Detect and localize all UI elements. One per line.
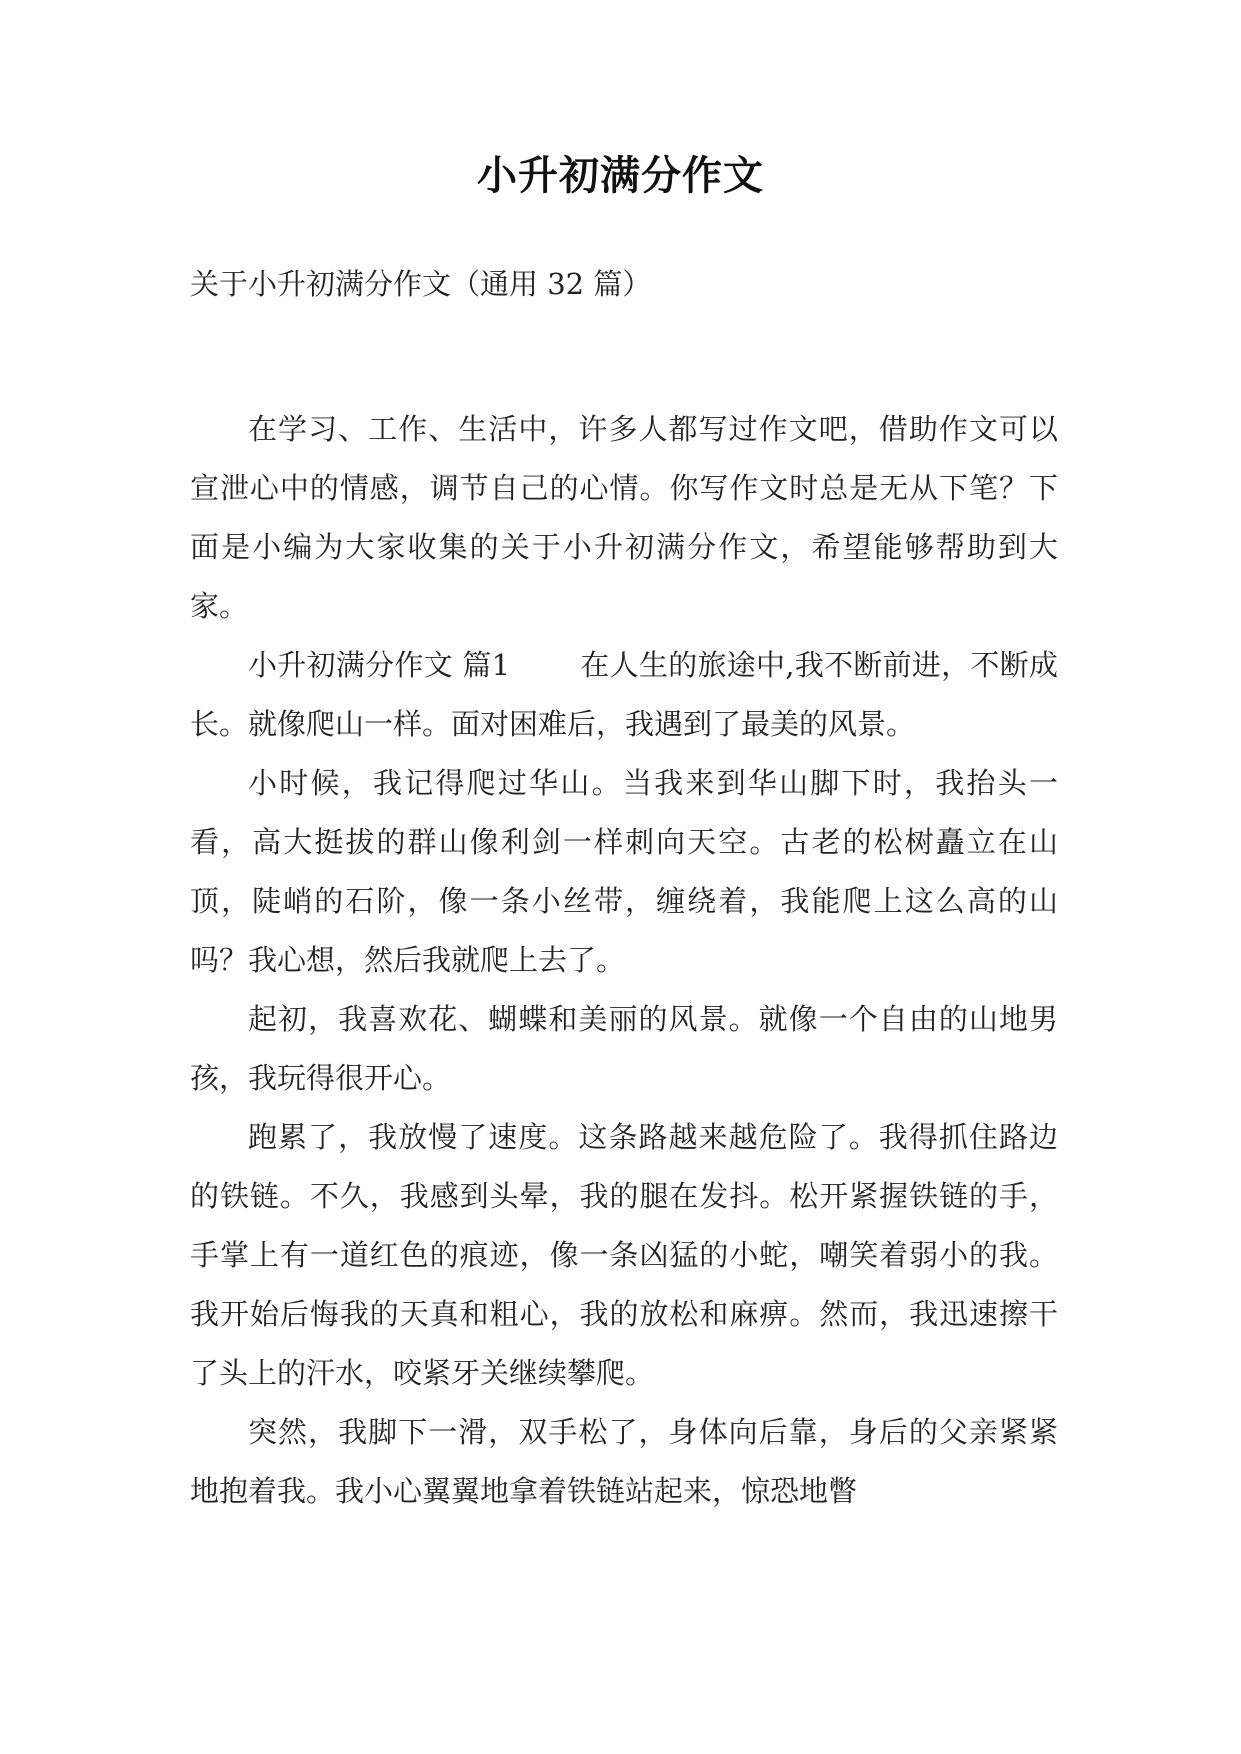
- section-1-heading: 小升初满分作文 篇1: [248, 648, 511, 682]
- section-1-text: 在人生的旅途中,我不断前进，不断成长。就像爬山一样。面对困难后，我遇到了最美的风景。: [190, 648, 1058, 741]
- body-paragraph: 突然，我脚下一滑，双手松了，身体向后靠，身后的父亲紧紧地抱着我。我小心翼翼地拿着铁链站起来，惊恐地瞥: [190, 1415, 1058, 1508]
- intro-paragraph: 在学习、工作、生活中，许多人都写过作文吧，借助作文可以宣泄心中的情感，调节自己的心情。你写作文时总是无从下笔？下面是小编为大家收集的关于小升初满分作文，希望能够帮助到大家。: [190, 412, 1058, 623]
- body-paragraph: 小时候，我记得爬过华山。当我来到华山脚下时，我抬头一看，高大挺拔的群山像利剑一样刺向天空。古老的松树矗立在山顶，陡峭的石阶，像一条小丝带，缠绕着，我能爬上这么高的山吗？我心想，然后我就爬上去了。: [190, 766, 1058, 977]
- body-paragraph: 起初，我喜欢花、蝴蝶和美丽的风景。就像一个自由的山地男孩，我玩得很开心。: [190, 1002, 1058, 1095]
- document-body: [190, 400, 1058, 1521]
- document-title: 小升初满分作文: [477, 153, 764, 199]
- document-subtitle: 关于小升初满分作文（通用 32 篇）: [190, 267, 652, 301]
- body-paragraph: 跑累了，我放慢了速度。这条路越来越危险了。我得抓住路边的铁链。不久，我感到头晕，我的腿在发抖。松开紧握铁链的手，手掌上有一道红色的痕迹，像一条凶猛的小蛇，嘲笑着弱小的我。我开始后悔我的天真和粗心，我的放松和麻痹。然而，我迅速擦干了头上的汗水，咬紧牙关继续攀爬。: [190, 1120, 1058, 1390]
- section-1-paragraph: [190, 636, 1058, 754]
